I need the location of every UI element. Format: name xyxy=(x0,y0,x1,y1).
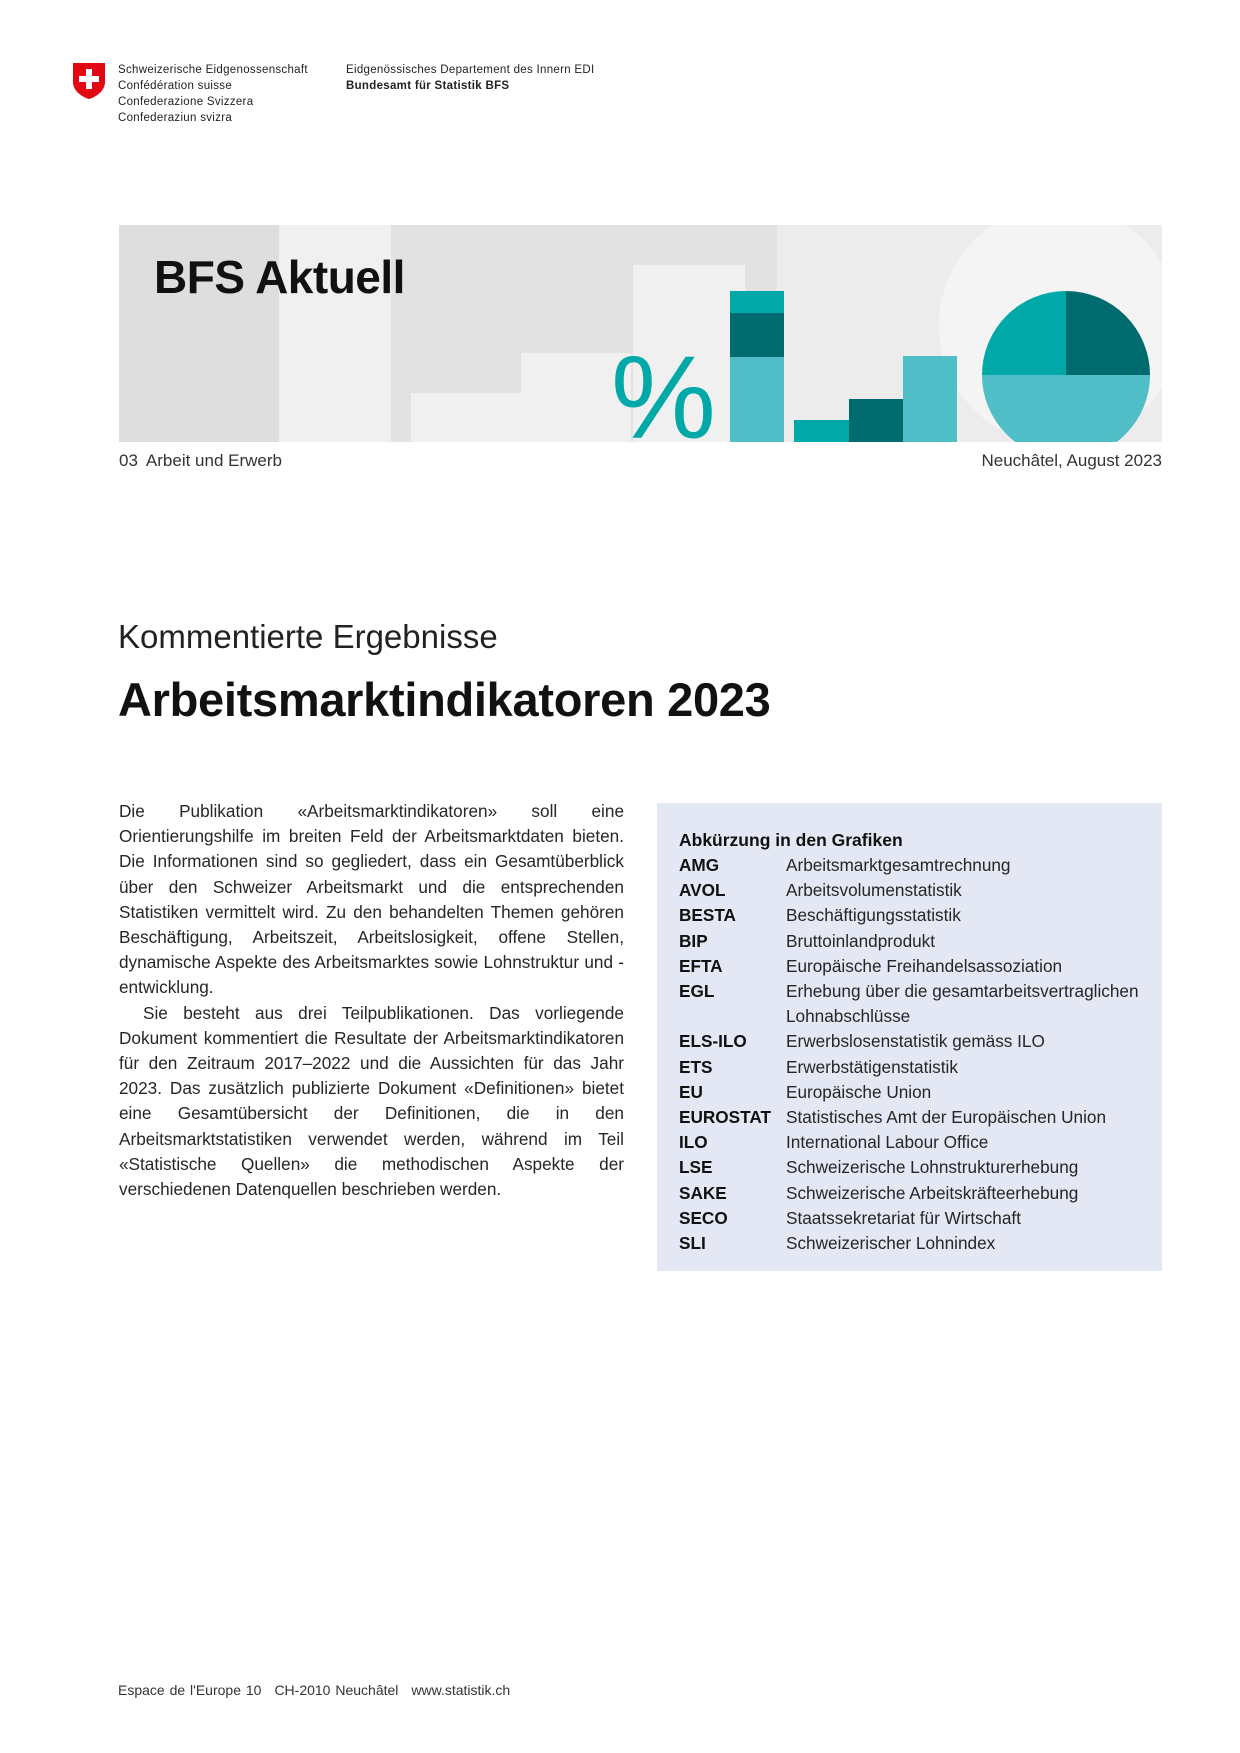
abbreviation-key: ETS xyxy=(679,1056,713,1077)
place-date: Neuchâtel, August 2023 xyxy=(981,451,1162,470)
document-title: Arbeitsmarktindikatoren 2023 xyxy=(118,673,771,726)
abbreviation-row xyxy=(679,1080,1140,1105)
abbreviation-value: Beschäftigungsstatistik xyxy=(786,905,961,926)
swiss-coat-of-arms-icon xyxy=(72,62,106,100)
abbreviation-row xyxy=(679,929,1140,954)
abbreviation-row xyxy=(679,1130,1140,1155)
abbreviation-key: EGL xyxy=(679,981,715,1002)
banner-bar-segment xyxy=(730,291,784,313)
abbreviation-value: Erwerbslosenstatistik gemäss ILO xyxy=(786,1031,1045,1052)
abbreviation-value: Bruttoinlandprodukt xyxy=(786,930,936,951)
footer xyxy=(118,1682,523,1698)
abbreviation-row xyxy=(679,954,1140,979)
abbreviation-value: Schweizerischer Lohnindex xyxy=(786,1233,996,1254)
banner-pie-slice xyxy=(982,375,1150,442)
abbreviation-value: Schweizerische Arbeitskräfteerhebung xyxy=(786,1182,1079,1203)
banner-bar xyxy=(794,420,849,442)
abbreviation-value: Staatssekretariat für Wirtschaft xyxy=(786,1207,1021,1228)
abbreviation-key: ILO xyxy=(679,1132,708,1153)
abbreviation-value: Schweizerische Lohnstrukturerhebung xyxy=(786,1157,1079,1178)
banner-bar xyxy=(903,356,957,442)
abbreviation-key: AVOL xyxy=(679,880,726,901)
department-block xyxy=(346,62,594,94)
paragraph: Sie besteht aus drei Teilpublikationen. Das vorliegende Dokument kommentiert die Resultate der Arbeitsmarktindikatoren für den Zeitraum 2017–2022 und die Aussichten für das Jahr 2023. Das zusätzlich publizierte Dokument «Definitionen» bietet eine Gesamtübersicht der Definitionen, die in den Arbeitsmarktstatistiken verwendet werden, während im Teil «Statistische Quellen» die methodischen Aspekte der verschiedenen Datenquellen beschrieben werden. xyxy=(119,1002,624,1200)
abbreviations-box xyxy=(657,803,1162,1271)
abbreviation-value: Arbeitsmarktgesamtrechnung xyxy=(786,855,1011,875)
abbreviation-key: LSE xyxy=(679,1157,713,1178)
abbreviation-key: SLI xyxy=(679,1233,706,1254)
abbreviation-key: EU xyxy=(679,1081,703,1102)
abbreviation-row xyxy=(679,1055,1140,1080)
intro-text xyxy=(119,799,624,1202)
abbreviation-row xyxy=(679,853,1140,878)
abbreviation-key: EUROSTAT xyxy=(679,1107,771,1128)
section-number: 03 xyxy=(119,451,138,470)
footer-city: CH-2010 Neuchâtel xyxy=(274,1682,399,1698)
confederation-line: Confederazione Svizzera xyxy=(118,96,254,108)
abbreviation-key: SECO xyxy=(679,1207,728,1228)
banner-bar-segment xyxy=(730,357,784,442)
abbreviation-key: SAKE xyxy=(679,1182,727,1203)
section-name: Arbeit und Erwerb xyxy=(145,451,282,470)
percent-symbol: % xyxy=(611,332,716,442)
banner-bar-segment xyxy=(730,313,784,357)
abbreviation-row xyxy=(679,1029,1140,1054)
confederation-names xyxy=(118,62,308,126)
abbreviation-row xyxy=(679,903,1140,928)
abbreviation-value: Erhebung über die gesamtarbeitsvertraglichen Lohnabschlüsse xyxy=(786,981,1139,1027)
abbreviation-row xyxy=(679,1155,1140,1180)
abbreviation-value: Europäische Freihandelsassoziation xyxy=(786,955,1063,976)
abbreviation-value: Statistisches Amt der Europäischen Union xyxy=(786,1107,1107,1128)
paragraph: Die Publikation «Arbeitsmarktindikatoren» soll eine Orientierungshilfe im breiten Feld der Arbeitsmarktdaten bieten. Die Informationen sind so gegliedert, dass ein Gesamtüberblick über den Schweizer Arbeitsmarkt und die entsprechenden Statistiken vermittelt wird. Zu den behandelten Themen gehören Beschäftigung, Arbeitszeit, Arbeitslosigkeit, offene Stellen, dynamische Aspekte des Arbeitsmarktes sowie Lohnstruktur und -entwicklung. xyxy=(119,801,624,998)
confederation-line: Confédération suisse xyxy=(118,80,233,92)
confederation-line: Schweizerische Eidgenossenschaft xyxy=(118,64,308,76)
abbreviation-key: EFTA xyxy=(679,955,723,976)
abbreviation-value: International Labour Office xyxy=(786,1132,989,1153)
footer-website-link[interactable]: www.statistik.ch xyxy=(411,1682,511,1698)
abbreviation-value: Erwerbstätigenstatistik xyxy=(786,1056,958,1077)
abbreviations-heading: Abkürzung in den Grafiken xyxy=(679,830,903,850)
banner-bar xyxy=(849,399,903,442)
abbreviation-key: AMG xyxy=(679,855,720,875)
banner-title: BFS Aktuell xyxy=(154,251,405,303)
document-subtitle: Kommentierte Ergebnisse xyxy=(118,618,498,655)
abbreviation-row xyxy=(679,1231,1140,1256)
abbreviation-value: Arbeitsvolumenstatistik xyxy=(786,880,962,901)
confederation-line: Confederaziun svizra xyxy=(118,112,233,124)
abbreviation-row xyxy=(679,878,1140,903)
abbreviation-row xyxy=(679,979,1140,1029)
footer-address: Espace de l'Europe 10 xyxy=(118,1682,262,1698)
department-name: Eidgenössisches Departement des Innern EDI xyxy=(346,64,595,76)
abbreviation-key: BESTA xyxy=(679,905,736,926)
abbreviation-key: ELS-ILO xyxy=(679,1031,747,1052)
abbreviation-row xyxy=(679,1105,1140,1130)
abbreviation-row xyxy=(679,1206,1140,1231)
abbreviation-value: Europäische Union xyxy=(786,1081,932,1102)
office-name: Bundesamt für Statistik BFS xyxy=(346,80,510,92)
section-label xyxy=(119,451,282,471)
abbreviation-key: BIP xyxy=(679,930,708,951)
abbreviation-row xyxy=(679,1181,1140,1206)
